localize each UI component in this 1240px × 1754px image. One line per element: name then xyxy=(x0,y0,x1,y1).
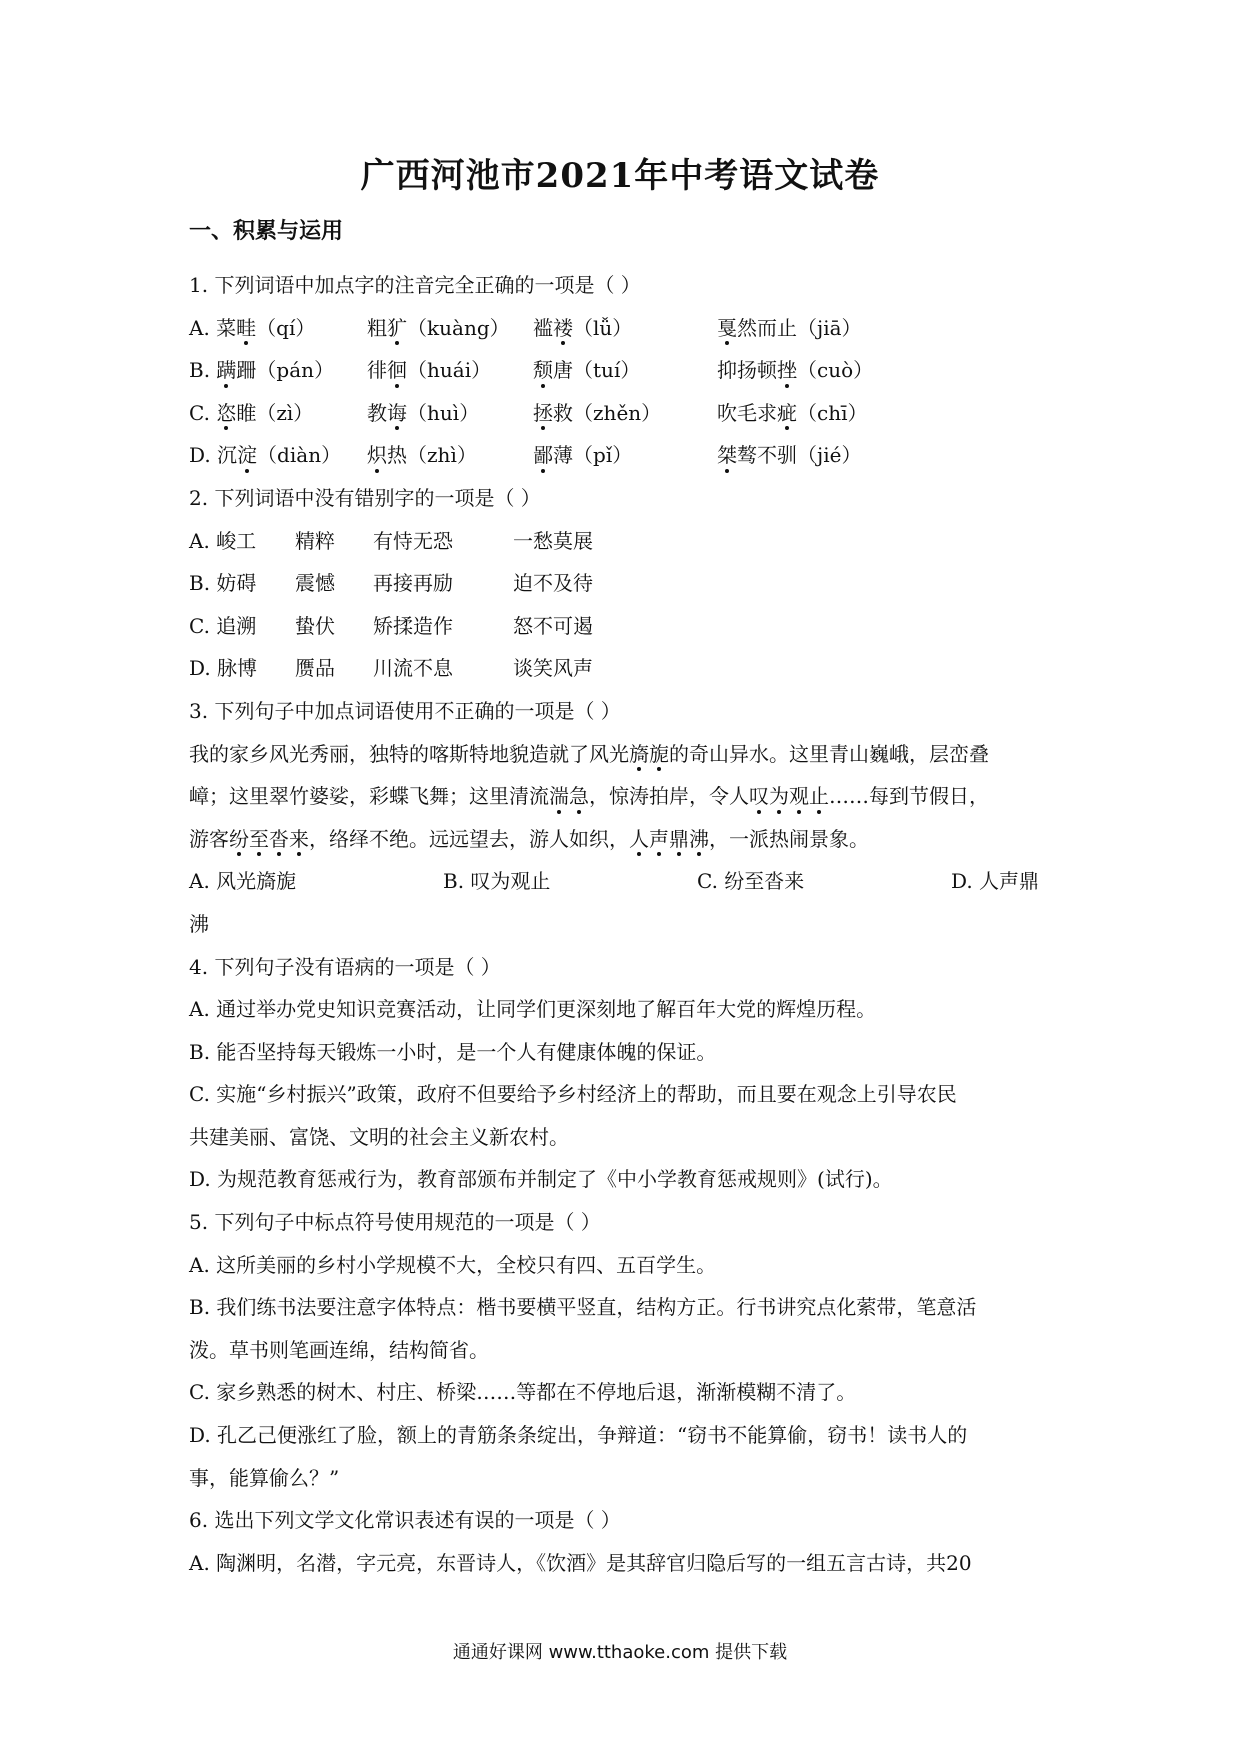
q1-b-col4: 抑扬顿挫（cuò） xyxy=(717,349,873,392)
exam-content xyxy=(189,212,1061,1584)
q2-a-col4: 一愁莫展 xyxy=(513,528,593,553)
q2-c-col1: C. 追溯 xyxy=(189,613,257,638)
section-heading: 一、积累与运用 xyxy=(189,219,344,244)
question-5-option-b-line-1: B. 我们练书法要注意字体特点：楷书要横平竖直，结构方正。行书讲究点化萦带，笔意活 xyxy=(189,1295,977,1320)
emphasis-char: 桀 xyxy=(717,434,737,477)
emphasis-char: 诲 xyxy=(387,392,407,435)
q2-d-col1: D. 脉博 xyxy=(189,656,258,681)
q2-c-col3: 矫揉造作 xyxy=(373,613,453,638)
question-1-option-c xyxy=(189,392,1061,435)
question-6-option-a: A. 陶渊明，名潜，字元亮，东晋诗人，《饮酒》是其辞官归隐后写的一组五言古诗，共20 xyxy=(189,1550,972,1575)
q1-c-col1: C. 恣睢（zì） xyxy=(189,392,367,435)
emphasis-char: 旎 xyxy=(649,733,669,776)
q3-option-b: B. 叹为观止 xyxy=(443,869,551,894)
q1-c-col3: 拯救（zhěn） xyxy=(533,392,717,435)
emphasis-char: 人 xyxy=(629,818,649,861)
emphasis-char: 声 xyxy=(649,818,669,861)
q1-c-col2: 教诲（huì） xyxy=(367,392,533,435)
page-title: 广西河池市2021年中考语文试卷 xyxy=(360,156,880,196)
emphasis-char: 鄙 xyxy=(533,434,553,477)
question-3-option-d-wrap: 沸 xyxy=(189,911,209,936)
q2-d-col4: 谈笑风声 xyxy=(513,656,593,681)
emphasis-char: 戛 xyxy=(717,307,737,350)
question-3-passage-line-3: 游客纷至沓来，络绎不绝。远远望去，游人如织，人声鼎沸，一派热闹景象。 xyxy=(189,818,1061,861)
question-5-option-b-line-2: 泼。草书则笔画连绵，结构简省。 xyxy=(189,1337,489,1362)
q2-a-col3: 有恃无恐 xyxy=(373,528,453,553)
emphasis-char: 观 xyxy=(789,775,809,818)
emphasis-char: 来 xyxy=(289,818,309,861)
question-3-passage-line-1: 我的家乡风光秀丽，独特的喀斯特地貌造就了风光旖旎的奇山异水。这里青山巍峨，层峦叠 xyxy=(189,733,1061,776)
question-1-option-d xyxy=(189,434,1061,477)
emphasis-char: 徊 xyxy=(387,349,407,392)
q2-a-col1: A. 峻工 xyxy=(189,528,257,553)
question-4-option-c-line-1: C. 实施“乡村振兴”政策，政府不但要给予乡村经济上的帮助，而且要在观念上引导农民 xyxy=(189,1082,957,1107)
question-2-option-d xyxy=(189,647,1061,690)
q1-b-col1: B. 蹒跚（pán） xyxy=(189,349,367,392)
q2-b-col4: 迫不及待 xyxy=(513,571,593,596)
emphasis-char: 恣 xyxy=(216,392,236,435)
question-5-option-c: C. 家乡熟悉的树木、村庄、桥梁……等都在不停地后退，渐渐模糊不清了。 xyxy=(189,1380,857,1405)
question-2-option-c xyxy=(189,605,1061,648)
question-4-option-a: A. 通过举办党史知识竞赛活动，让同学们更深刻地了解百年大党的辉煌历程。 xyxy=(189,997,877,1022)
question-3-stem: 3. 下列句子中加点词语使用不正确的一项是（ ） xyxy=(189,698,621,723)
question-2-stem: 2. 下列词语中没有错别字的一项是（ ） xyxy=(189,485,541,510)
q2-d-col3: 川流不息 xyxy=(373,656,453,681)
q2-d-col2: 赝品 xyxy=(295,656,335,681)
question-5-option-d-line-1: D. 孔乙己便涨红了脸，额上的青筋条条绽出，争辩道：“窃书不能算偷，窃书！读书人的 xyxy=(189,1423,968,1448)
question-3-options xyxy=(189,860,1061,903)
q1-d-col1: D. 沉淀（diàn） xyxy=(189,434,367,477)
q1-b-col2: 徘徊（huái） xyxy=(367,349,533,392)
question-4-option-b: B. 能否坚持每天锻炼一小时，是一个人有健康体魄的保证。 xyxy=(189,1039,717,1064)
emphasis-char: 湍 xyxy=(549,775,569,818)
emphasis-char: 鼎 xyxy=(669,818,689,861)
question-5-stem: 5. 下列句子中标点符号使用规范的一项是（ ） xyxy=(189,1210,601,1235)
emphasis-char: 淀 xyxy=(237,434,257,477)
emphasis-char: 至 xyxy=(249,818,269,861)
q1-b-col3: 颓唐（tuí） xyxy=(533,349,717,392)
question-1-option-a xyxy=(189,307,1061,350)
emphasis-char: 沸 xyxy=(689,818,709,861)
q2-b-col1: B. 妨碍 xyxy=(189,571,257,596)
q2-a-col2: 精粹 xyxy=(295,528,335,553)
emphasis-char: 炽 xyxy=(367,434,387,477)
q2-b-col3: 再接再励 xyxy=(373,571,453,596)
question-2-option-a xyxy=(189,520,1061,563)
q2-c-col2: 蛰伏 xyxy=(295,613,335,638)
q1-a-col4: 戛然而止（jiā） xyxy=(717,307,862,350)
emphasis-char: 挫 xyxy=(777,349,797,392)
emphasis-char: 颓 xyxy=(533,349,553,392)
q1-d-col4: 桀骜不驯（jié） xyxy=(717,434,861,477)
emphasis-char: 畦 xyxy=(236,307,256,350)
q1-d-col3: 鄙薄（pǐ） xyxy=(533,434,717,477)
emphasis-char: 止 xyxy=(809,775,829,818)
emphasis-char: 疵 xyxy=(777,392,797,435)
emphasis-char: 拯 xyxy=(533,392,553,435)
emphasis-char: 纷 xyxy=(229,818,249,861)
question-6-stem: 6. 选出下列文学文化常识表述有误的一项是（ ） xyxy=(189,1508,621,1533)
question-1-stem: 1. 下列词语中加点字的注音完全正确的一项是（ ） xyxy=(189,273,641,297)
q3-option-c: C. 纷至沓来 xyxy=(697,869,805,894)
q1-a-col3: 褴褛（lǚ） xyxy=(533,307,717,350)
question-4-option-d: D. 为规范教育惩戒行为，教育部颁布并制定了《中小学教育惩戒规则》(试行)。 xyxy=(189,1167,893,1192)
emphasis-char: 为 xyxy=(769,775,789,818)
question-4-stem: 4. 下列句子没有语病的一项是（ ） xyxy=(189,954,501,979)
q1-a-col2: 粗犷（kuàng） xyxy=(367,307,533,350)
emphasis-char: 急 xyxy=(569,775,589,818)
emphasis-char: 沓 xyxy=(269,818,289,861)
emphasis-char: 褛 xyxy=(553,307,573,350)
emphasis-char: 叹 xyxy=(749,775,769,818)
q3-option-a: A. 风光旖旎 xyxy=(189,869,297,894)
q2-b-col2: 震憾 xyxy=(295,571,335,596)
question-4-option-c-line-2: 共建美丽、富饶、文明的社会主义新农村。 xyxy=(189,1124,569,1149)
q2-c-col4: 怒不可遏 xyxy=(513,613,593,638)
question-1-option-b xyxy=(189,349,1061,392)
q1-c-col4: 吹毛求疵（chī） xyxy=(717,392,868,435)
emphasis-char: 蹒 xyxy=(216,349,236,392)
q1-a-col1: A. 菜畦（qí） xyxy=(189,307,367,350)
emphasis-char: 旖 xyxy=(629,733,649,776)
question-2-option-b xyxy=(189,562,1061,605)
emphasis-char: 犷 xyxy=(387,307,407,350)
q1-d-col2: 炽热（zhì） xyxy=(367,434,533,477)
footer-source[interactable]: 通通好课网 www.tthaoke.com 提供下载 xyxy=(452,1642,788,1663)
question-5-option-a: A. 这所美丽的乡村小学规模不大，全校只有四、五百学生。 xyxy=(189,1252,717,1277)
question-5-option-d-line-2: 事，能算偷么？” xyxy=(189,1465,340,1490)
question-3-passage-line-2: 嶂；这里翠竹婆娑，彩蝶飞舞；这里清流湍急，惊涛拍岸，令人叹为观止……每到节假日， xyxy=(189,775,1061,818)
q3-option-d: D. 人声鼎 xyxy=(951,869,1040,894)
